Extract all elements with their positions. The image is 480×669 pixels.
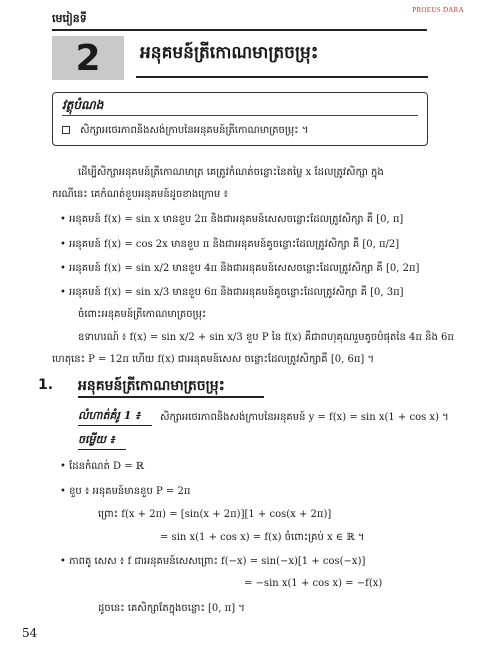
intro-line-2: ករណីនេះ គេកំណត់ខួបអនុគមន៍ដូចខាងក្រោម ៖ — [52, 189, 228, 200]
chapter-title: អនុគមន៍ត្រីកោណមាត្រចម្រុះ — [140, 43, 319, 63]
bullet-sin-x-2: • អនុគមន៍ f(x) = sin x/2 មានខួប 4π និងជាអនុគមន៍សេសចន្លោះដែលត្រូវសិក្សា គឺ [0, 2π] — [60, 263, 420, 274]
chapter-number-box — [52, 36, 124, 80]
example-1-label: លំហាត់គំរូ 1 ៖ — [78, 409, 141, 422]
example-note-line-1: ឧទាហរណ៍ ៖ f(x) = sin x/2 + sin x/3 ខួប P នៃ f(x) គឺជាពហុគុណរួមតូចបំផុតនៃ 4π និង 6π — [78, 332, 454, 343]
bullet-cos-2x: • អនុគមន៍ f(x) = cos 2x មានខួប π និងជាអនុគមន៍គូចន្លោះដែលត្រូវសិក្សា គឺ [0, π/2] — [60, 239, 400, 250]
solution-period: • ខួប ៖ អនុគមន៍មានខួប P = 2π — [60, 486, 191, 497]
solution-domain: • ដែនកំណត់ D = ℝ — [60, 461, 145, 472]
objective-item: សិក្សាអថេរភាពនិងសង់ក្រាបនៃអនុគមន៍ត្រីកោណមាត្រចម្រុះ ។ — [80, 125, 309, 136]
checkbox-icon — [62, 126, 70, 134]
title-rule — [136, 76, 428, 78]
example-note-line-2: ហេតុនេះ P = 12π ហើយ f(x) ជាអនុគមន៍សេស ចន្លោះដែលត្រូវសិក្សាគឺ [0, 6π] ។ — [52, 354, 375, 365]
example-1-text: សិក្សាអថេរភាពនិងសង់ក្រាបនៃអនុគមន៍ y = f(x) = sin x(1 + cos x) ។ — [160, 412, 449, 423]
bullet-sin-x: • អនុគមន៍ f(x) = sin x មានខួប 2π និងជាអនុគមន៍សេសចន្លោះដែលត្រូវសិក្សា គឺ [0, π] — [60, 214, 404, 225]
solution-period-eq-1: ព្រោះ f(x + 2π) = [sin(x + 2π)][1 + cos(x + 2π)] — [98, 509, 332, 520]
solution-conclusion: ដូចនេះ គេសិក្សាតែក្នុងចន្លោះ [0, π] ។ — [98, 603, 245, 614]
mixed-note: ចំពោះអនុគមន៍ត្រីកោណមាត្រចម្រុះ — [78, 309, 207, 320]
chapter-rule — [52, 29, 427, 31]
intro-line-1: ដើម្បីសិក្សាអនុគមន៍ត្រីកោណមាត្រ គេត្រូវកំណត់ចន្លោះនៃតម្លៃ x ដែលត្រូវសិក្សា ក្នុង — [78, 167, 384, 178]
solution-period-eq-2: = sin x(1 + cos x) = f(x) ចំពោះគ្រប់ x ∈ ℝ ។ — [160, 532, 365, 543]
solution-underline — [78, 449, 126, 450]
section-title: អនុគមន៍ត្រីកោណមាត្រចម្រុះ — [78, 378, 225, 394]
section-number: 1. — [38, 377, 54, 393]
solution-parity: • ភាពគូ សេស ៖ f ជាអនុគមន៍សេសព្រោះ f(−x) = sin(−x)[1 + cos(−x)] — [60, 556, 366, 567]
chapter-label: មេរៀនទី — [52, 12, 87, 25]
chapter-number: 2 — [75, 37, 101, 79]
section-title-underline — [78, 396, 264, 398]
bullet-sin-x-3: • អនុគមន៍ f(x) = sin x/3 មានខួប 6π និងជាអនុគមន៍គូចន្លោះដែលត្រូវសិក្សា គឺ [0, 3π] — [60, 287, 404, 298]
header-brand: PROEUS DARA — [412, 6, 464, 14]
objective-divider — [62, 115, 418, 116]
page-number: 54 — [22, 626, 38, 640]
solution-label: ចម្លើយ ៖ — [78, 433, 115, 446]
objective-title: វត្ថុបំណង — [62, 98, 104, 112]
solution-parity-eq: = −sin x(1 + cos x) = −f(x) — [244, 578, 383, 589]
example-1-underline — [78, 425, 152, 426]
